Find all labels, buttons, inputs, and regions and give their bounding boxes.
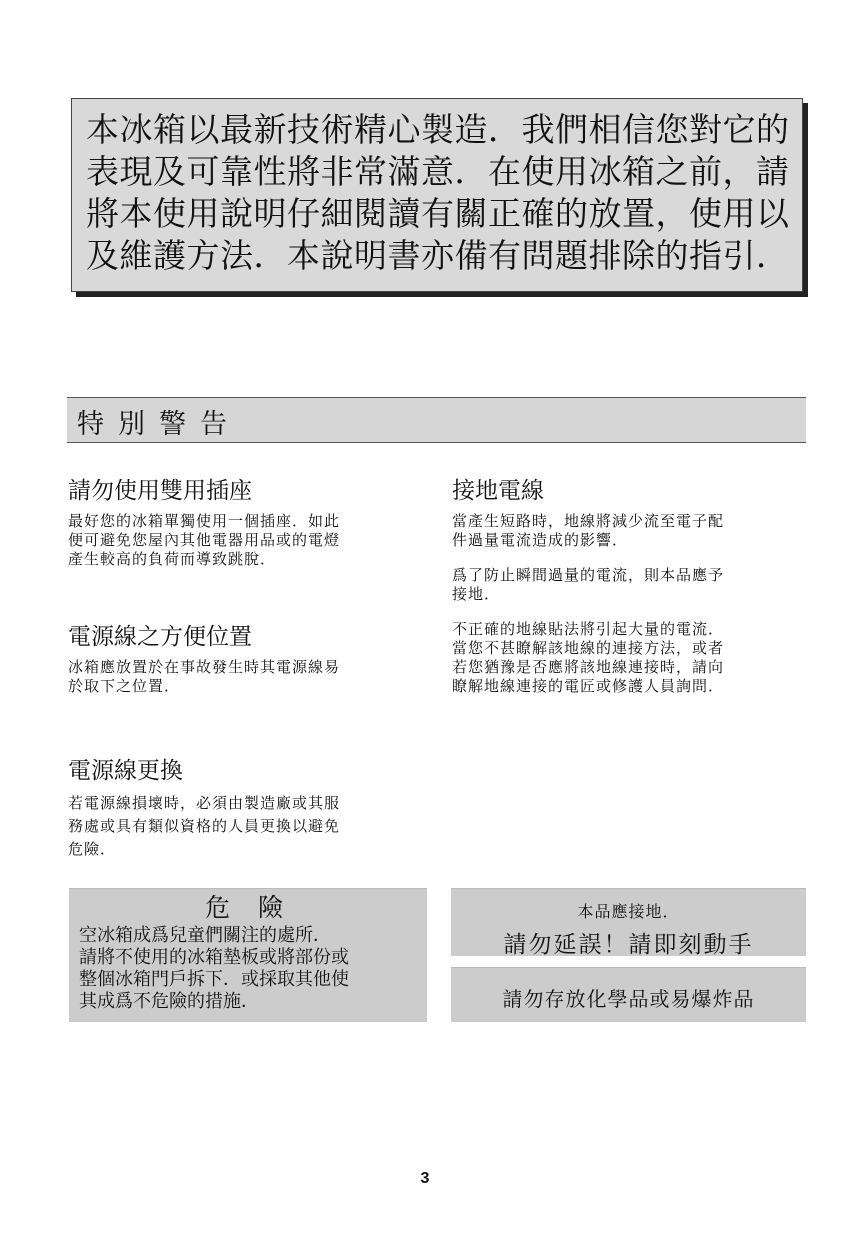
intro-line: 將本使用說明仔細閱讀有關正確的放置，使用以 <box>86 194 790 233</box>
text-line: 其成爲不危險的措施． <box>79 991 259 1012</box>
grounding-section <box>452 476 812 696</box>
text-line: 不正確的地線貼法將引起大量的電流． <box>452 620 725 638</box>
dual-socket-title: 請勿使用雙用插座 <box>68 478 252 504</box>
text-line: 空冰箱成爲兒童們關注的處所． <box>79 925 331 946</box>
text-line: 產生較高的負荷而導致跳脫． <box>68 550 277 568</box>
text-line: 整個冰箱門戶拆下．或採取其他使 <box>79 969 349 990</box>
text-line: 冰箱應放置於在事故發生時其電源線易 <box>68 658 341 676</box>
text-line: 當產生短路時，地線將減少流至電子配 <box>452 512 725 530</box>
chemical-notice-text: 請勿存放化學品或易爆炸品 <box>502 987 755 1011</box>
cord-replace-title: 電源線更換 <box>68 758 183 784</box>
text-line: 最好您的冰箱單獨使用一個插座．如此 <box>68 512 341 530</box>
text-line: 當您不甚瞭解該地線的連接方法，或者 <box>452 639 725 657</box>
text-line: 於取下之位置． <box>68 677 181 695</box>
text-line: 瞭解地線連接的電匠或修護人員詢問． <box>452 677 725 695</box>
ground-notice-box <box>451 888 806 956</box>
danger-title: 危險 <box>204 893 311 922</box>
intro-box <box>71 98 803 292</box>
text-line: 便可避免您屋內其他電器用品或的電燈 <box>68 531 341 549</box>
cord-position-text <box>68 658 428 696</box>
text-line: 請將不使用的冰箱墊板或將部份或 <box>79 947 349 968</box>
page-number: 3 <box>420 1170 430 1187</box>
danger-box <box>69 888 427 1022</box>
dual-socket-text <box>68 512 428 569</box>
intro-line: 本冰箱以最新技術精心製造．我們相信您對它的 <box>86 110 790 149</box>
chemical-notice-box <box>451 967 806 1022</box>
text-line: 接地． <box>452 585 501 603</box>
grounding-paragraph-1 <box>452 512 812 550</box>
grounding-title: 接地電線 <box>452 478 544 504</box>
text-line: 若您猶豫是否應將該地線連接時，請向 <box>452 658 725 676</box>
cord-replace-text <box>68 792 428 861</box>
intro-line: 表現及可靠性將非常滿意．在使用冰箱之前，請 <box>86 152 790 191</box>
text-line: 件過量電流造成的影響． <box>452 531 629 549</box>
danger-text <box>69 925 427 1013</box>
grounding-paragraph-2 <box>452 566 812 604</box>
text-line: 危險． <box>68 840 117 858</box>
ground-notice-large: 請勿延誤！請即刻動手 <box>503 932 754 958</box>
grounding-paragraph-3 <box>452 620 812 696</box>
ground-notice-small: 本品應接地． <box>577 902 680 921</box>
text-line: 若電源線損壞時，必須由製造廠或其服 <box>68 794 341 812</box>
dual-socket-section <box>68 476 428 569</box>
text-line: 務處或具有類似資格的人員更換以避免 <box>68 817 341 835</box>
section-heading-special-warning: 特別警告 <box>67 397 806 443</box>
cord-position-section <box>68 622 428 696</box>
text-line: 爲了防止瞬間過量的電流，則本品應予 <box>452 566 725 584</box>
cord-replace-section <box>68 756 428 861</box>
cord-position-title: 電源線之方便位置 <box>68 624 252 650</box>
intro-line: 及維護方法．本說明書亦備有問題排除的指引． <box>86 236 790 275</box>
